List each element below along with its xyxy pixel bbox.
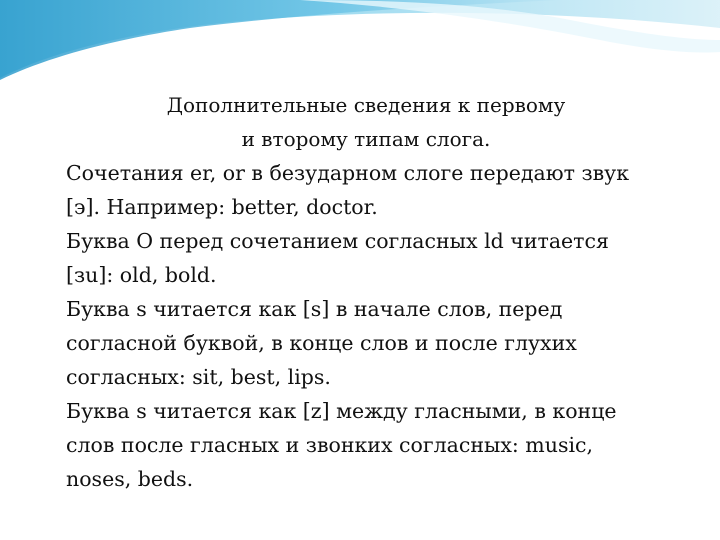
- heading-line-2: и второму типам слога.: [241, 127, 491, 151]
- paragraph-line: Буква s читается как [z] между гласными, в конце: [66, 399, 617, 423]
- paragraph-line: [э]. Например: better, doctor.: [66, 195, 378, 219]
- paragraph-line: согласных: sit, best, lips.: [66, 365, 331, 389]
- paragraph-line: слов после гласных и звонких согласных: music,: [66, 433, 594, 457]
- paragraph-letter-o: [66, 224, 666, 292]
- paragraph-line: noses, beds.: [66, 467, 194, 491]
- paragraph-er-or: [66, 156, 666, 224]
- paragraph-line: Буква s читается как [s] в начале слов, перед: [66, 297, 563, 321]
- paragraph-letter-s-voiced: [66, 394, 666, 496]
- slide-content: [66, 88, 666, 496]
- paragraph-line: Сочетания er, or в безударном слоге передают звук: [66, 161, 630, 185]
- paragraph-letter-s-voiceless: [66, 292, 666, 394]
- paragraph-line: согласной буквой, в конце слов и после глухих: [66, 331, 577, 355]
- slide-heading: [66, 88, 666, 156]
- paragraph-line: [зu]: old, bold.: [66, 263, 217, 287]
- heading-line-1: Дополнительные сведения к первому: [166, 93, 566, 117]
- paragraph-line: Буква O перед сочетанием согласных ld читается: [66, 229, 609, 253]
